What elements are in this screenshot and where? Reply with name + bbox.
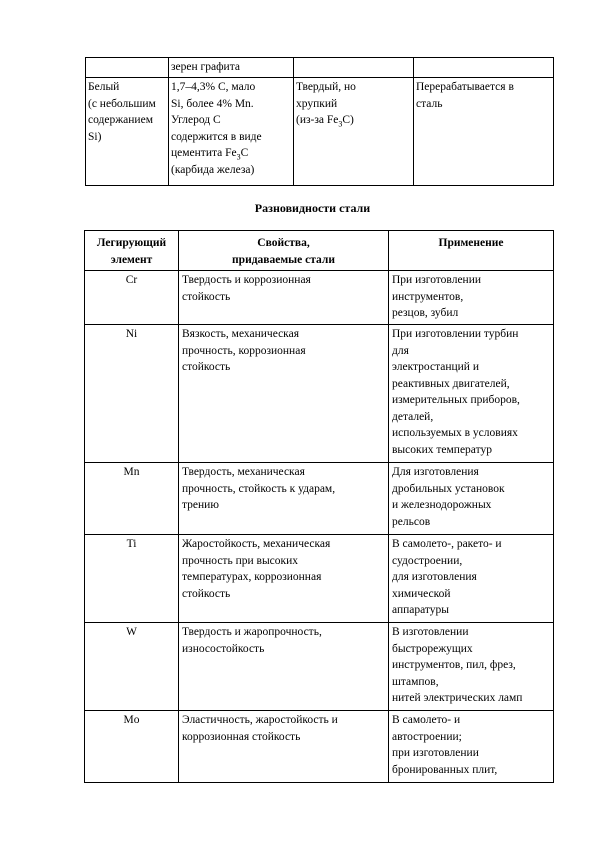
cast-iron-table: [85, 57, 554, 186]
props-cell: Жаростойкость, механическая прочность при высоких температурах, коррозионная стойкость: [179, 535, 389, 623]
props-cell: Твердость и коррозионная стойкость: [179, 271, 389, 325]
column-header: Применение: [389, 231, 554, 271]
props-cell: Эластичность, жаростойкость и коррозионная стойкость: [179, 711, 389, 783]
use-cell: При изготовлении турбин для электростанций и реактивных двигателей, измерительных приборов, деталей, используемых в условиях высоких температур: [389, 325, 554, 463]
table-cell: [414, 58, 554, 78]
table-cell: зерен графита: [169, 58, 294, 78]
use-cell: В самолето-, ракето- и судостроении, для изготовления химической аппаратуры: [389, 535, 554, 623]
use-cell: В изготовлении быстрорежущих инструментов, пил, фрез, штампов, нитей электрических ламп: [389, 623, 554, 711]
table-row: [86, 78, 554, 186]
use-cell: В самолето- и автостроении; при изготовлении бронированных плит,: [389, 711, 554, 783]
element-cell: Mn: [85, 463, 179, 535]
table-row: [85, 463, 554, 535]
section-heading: Разновидности стали: [254, 201, 371, 215]
props-cell: Вязкость, механическая прочность, коррозионная стойкость: [179, 325, 389, 463]
column-header: Свойства, придаваемые стали: [179, 231, 389, 271]
element-cell: Ti: [85, 535, 179, 623]
table-row: [85, 271, 554, 325]
element-cell: W: [85, 623, 179, 711]
table-row: [85, 623, 554, 711]
props-cell: Твердость, механическая прочность, стойкость к ударам, трению: [179, 463, 389, 535]
properties-cell: Твердый, но хрупкий (из-за $Fe_3C$): [294, 78, 414, 186]
table-cell: [86, 58, 169, 78]
steel-alloy-table: [84, 230, 554, 783]
table-row: [86, 58, 554, 78]
iron-type-cell: Белый (с небольшим содержанием Si): [86, 78, 169, 186]
application-cell: Перерабатывается в сталь: [414, 78, 554, 186]
table-header-row: [85, 231, 554, 271]
element-cell: Cr: [85, 271, 179, 325]
element-cell: Ni: [85, 325, 179, 463]
column-header: Легирующий элемент: [85, 231, 179, 271]
table-row: [85, 325, 554, 463]
use-cell: При изготовлении инструментов, резцов, зубил: [389, 271, 554, 325]
table-row: [85, 711, 554, 783]
table-row: [85, 535, 554, 623]
composition-cell: 1,7–4,3% С, мало Si, более 4% Mn. Углерод С содержится в виде цементита $Fe_3C$ (карбида железа): [169, 78, 294, 186]
props-cell: Твердость и жаропрочность, износостойкость: [179, 623, 389, 711]
table-cell: [294, 58, 414, 78]
use-cell: Для изготовления дробильных установок и железнодорожных рельсов: [389, 463, 554, 535]
element-cell: Mo: [85, 711, 179, 783]
